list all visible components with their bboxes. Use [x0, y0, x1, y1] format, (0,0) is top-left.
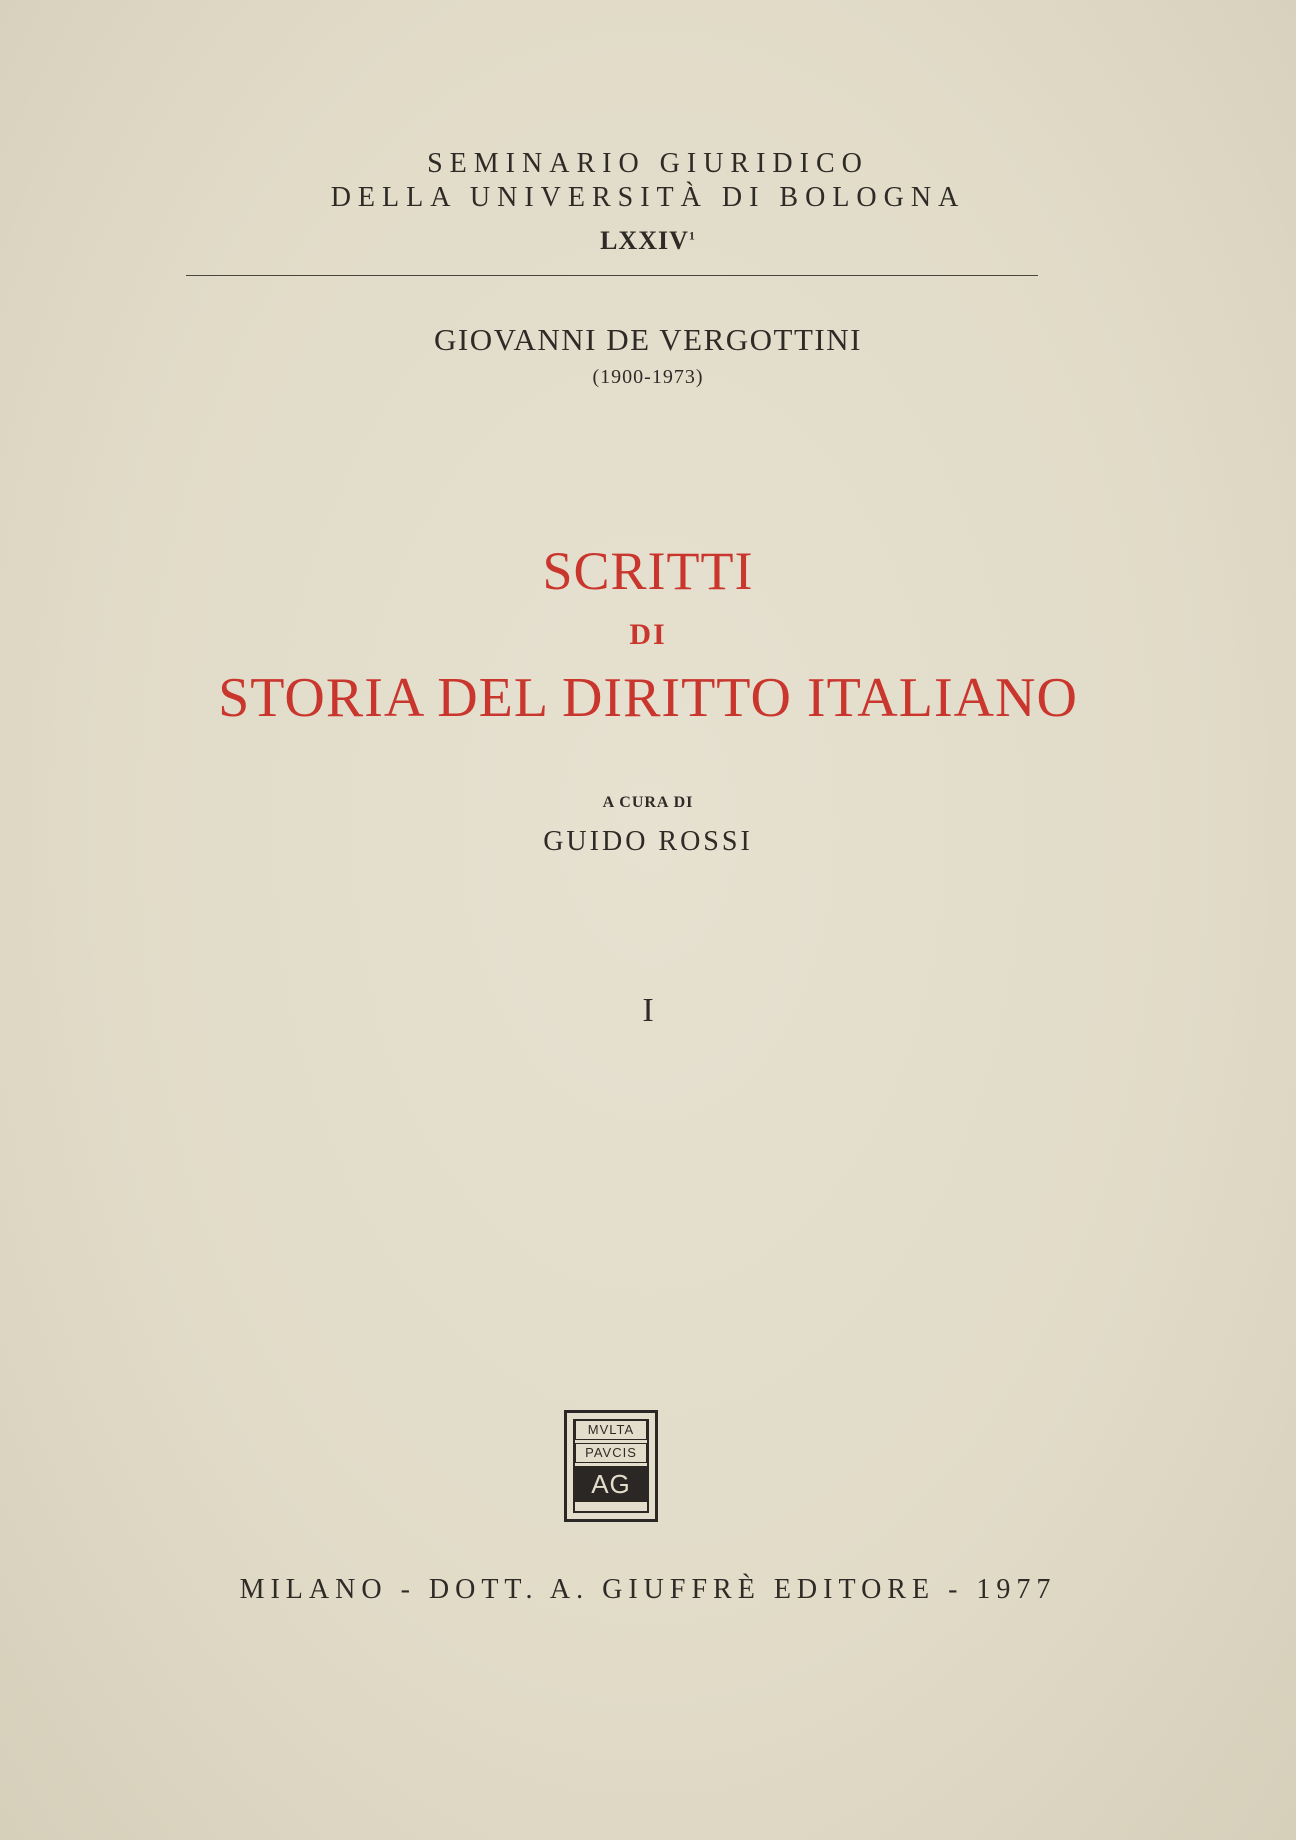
title-line1: SCRITTI — [542, 541, 754, 601]
publisher-imprint: MILANO - DOTT. A. GIUFFRÈ EDITORE - 1977 — [239, 1574, 1057, 1605]
title-line3: STORIA DEL DIRITTO ITALIANO — [218, 667, 1078, 729]
horizontal-rule — [186, 275, 1038, 276]
logo-motto-line2: PAVCIS — [575, 1443, 647, 1463]
title-line2: DI — [629, 618, 667, 651]
volume-number: I — [642, 992, 654, 1029]
series-name-line1: SEMINARIO GIURIDICO — [427, 148, 869, 179]
author-dates: (1900-1973) — [592, 366, 704, 388]
series-name-line2: DELLA UNIVERSITÀ DI BOLOGNA — [330, 182, 966, 213]
series-number-superscript: 1 — [688, 228, 696, 243]
series-number — [0, 226, 1296, 256]
series-number-value: LXXIV — [600, 226, 689, 255]
editor-label: A CURA DI — [602, 794, 694, 811]
publisher-logo — [564, 1410, 658, 1522]
author-name: GIOVANNI DE VERGOTTINI — [434, 322, 862, 357]
logo-initials: AG — [575, 1466, 647, 1502]
logo-motto-line1: MVLTA — [575, 1420, 647, 1440]
editor-name: GUIDO ROSSI — [543, 826, 753, 857]
